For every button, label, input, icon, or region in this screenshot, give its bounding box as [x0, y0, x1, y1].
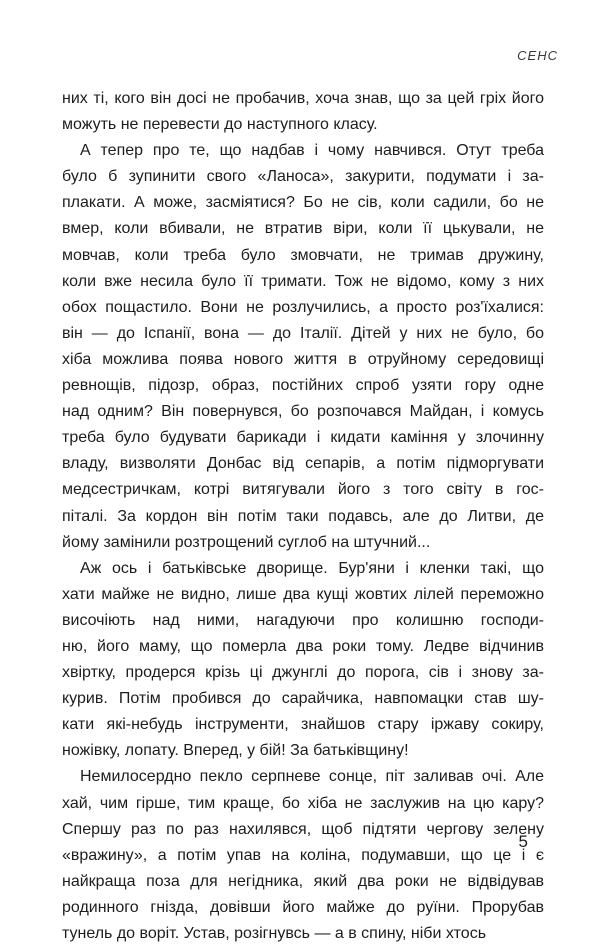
text-line: мовчав, коли треба було змовчати, не тримав дружину, — [62, 246, 544, 264]
text-line: хвіртку, продерся крізь ці джунглі до порога, сів і знову за- — [62, 664, 544, 682]
paragraph — [62, 138, 544, 556]
text-line: владу, визволяти Донбас від сепарів, а потім підморгувати — [62, 455, 544, 473]
text-line: він — до Іспанії, вона — до Італії. Дітей у них не було, бо — [62, 324, 544, 342]
text-line: ножівку, лопату. Вперед, у бій! За батьківщину! — [62, 742, 409, 760]
text-line: піталі. За кордон він потім таки подавсь, але до Литви, де — [62, 507, 544, 525]
running-header: СЕНС — [517, 48, 558, 63]
text-line: ню, його маму, що померла два роки тому. Ледве відчинив — [62, 637, 544, 655]
text-line: тунель до воріт. Устав, розігнувсь — а в спину, ніби хтось — [62, 925, 487, 942]
text-line: Спершу раз по раз нахилявся, щоб підтяти чергову зелену — [62, 820, 544, 838]
text-line: хати майже не видно, лише два кущі жовтих лілей переможно — [62, 585, 544, 603]
text-line: коли вже несила було її тримати. Тож не відомо, кому з них — [62, 272, 544, 290]
text-line: хіба можлива поява нового життя в отруйному середовищі — [62, 350, 544, 368]
paragraph — [62, 556, 544, 765]
text-line: ревнощів, підозр, образ, постійних спроб узяти гору одне — [62, 377, 544, 395]
page-body — [62, 86, 544, 947]
text-line: родинного гнізда, довівши його майже до руїни. Прорубав — [62, 898, 544, 916]
text-line: медсестричкам, котрі витягували його з того світу в гос- — [62, 481, 544, 499]
text-line: треба було будувати барикади і кидати каміння у злочинну — [62, 429, 544, 447]
text-line: плакати. А може, засміятися? Бо не сів, коли садили, бо не — [62, 194, 544, 212]
text-line: них ті, кого він досі не пробачив, хоча знав, що за цей гріх його — [62, 90, 544, 107]
text-line: вмер, коли вбивали, не втратив віри, коли її цькували, не — [62, 220, 544, 238]
text-line: обох пощастило. Вони не розлучились, а просто роз'їхалися: — [62, 298, 544, 316]
text-line: було б зупинити свого «Ланоса», закурити, подумати і за- — [62, 168, 544, 186]
text-line: над одним? Він повернувся, бо розпочався Майдан, і комусь — [62, 403, 544, 421]
text-line: А тепер про те, що надбав і чому навчився. Отут треба — [80, 142, 544, 160]
text-line: хай, чим гірше, тим краще, бо хіба не заслужив на цю кару? — [62, 794, 544, 812]
text-line: «вражину», а потім упав на коліна, подумавши, що це і є — [62, 846, 544, 864]
text-line: курив. Потім пробився до сарайчика, навпомацки став шу- — [62, 690, 544, 708]
text-line: можуть не перевести до наступного класу. — [62, 116, 378, 134]
paragraph — [62, 86, 544, 138]
text-line: йому замінили розтрощений суглоб на штучний... — [62, 533, 431, 551]
page-number: 5 — [518, 832, 528, 851]
text-line: Немилосердно пекло серпневе сонце, піт заливав очі. Але — [80, 768, 544, 786]
text-line: височіють над ними, нагадуючи про колишню господи- — [62, 611, 544, 629]
text-line: кати які-небудь інструменти, знайшов стару іржаву сокиру, — [62, 716, 544, 734]
paragraph — [62, 764, 544, 947]
text-line: Аж ось і батьківське дворище. Бур'яни і кленки такі, що — [80, 559, 544, 577]
text-line: найкраща поза для негідника, який два роки не відвідував — [62, 872, 544, 890]
